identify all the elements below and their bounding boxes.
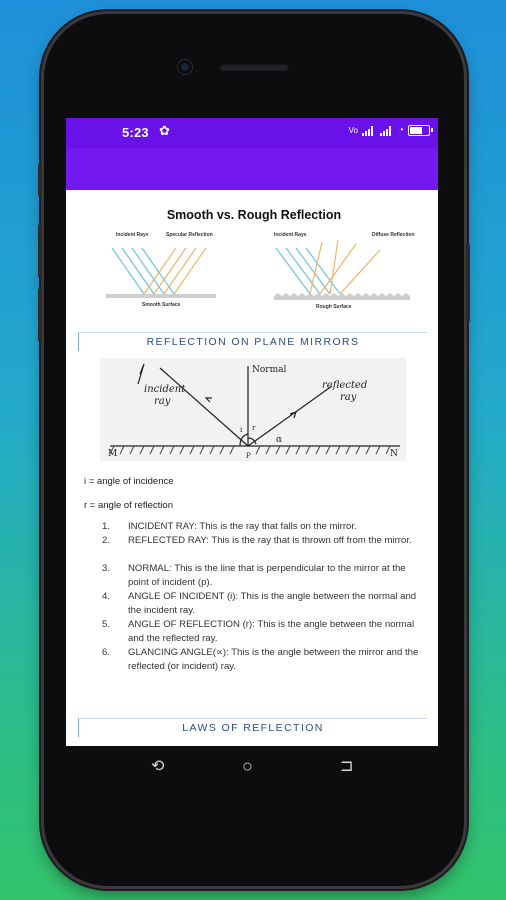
- status-bar: [66, 118, 438, 148]
- list-item-number: 2.: [102, 535, 111, 546]
- rough-incident-rays: [276, 248, 340, 294]
- sketch-incident-label: incident ray: [144, 384, 186, 407]
- list-item-text: ANGLE OF INCIDENT (i): This is the angle between the normal and the incident ray.: [128, 591, 417, 616]
- navigation-bar: [66, 748, 438, 784]
- section-heading-laws: LAWS OF REFLECTION: [78, 718, 427, 737]
- list-item: [102, 590, 428, 618]
- home-icon[interactable]: ○: [242, 756, 253, 776]
- list-item-number: 5.: [102, 619, 111, 630]
- app-bar: [66, 148, 438, 190]
- rough-surface-label: Rough Surface: [316, 304, 352, 310]
- left-incident-label: Incident Rays: [116, 232, 149, 238]
- sketch-reflected-label: reflected ray: [322, 380, 368, 403]
- rough-surface: [274, 293, 410, 300]
- smooth-reflected-rays: [144, 248, 206, 294]
- smooth-surface-label: Smooth Surface: [142, 302, 181, 308]
- right-incident-label: Incident Rays: [274, 232, 307, 238]
- list-item-text: INCIDENT RAY: This is the ray that falls on the mirror.: [128, 521, 357, 532]
- screen: [66, 118, 438, 746]
- list-item-text: REFLECTED RAY: This is the ray that is thrown off from the mirror.: [128, 535, 412, 546]
- plane-mirror-diagram: [100, 358, 406, 461]
- volume-up-button: [38, 224, 42, 278]
- definition-i: i = angle of incidence: [84, 476, 174, 487]
- sketch-r-label: r: [252, 424, 256, 432]
- list-item: [102, 562, 428, 590]
- definitions-list: [102, 520, 428, 674]
- section-heading-plane-mirrors: REFLECTION ON PLANE MIRRORS: [78, 332, 427, 351]
- status-time: 5:23: [122, 125, 149, 140]
- list-item-text: NORMAL: This is the line that is perpendicular to the mirror at the point of incident (p).: [128, 563, 406, 588]
- smooth-incident-rays: [112, 248, 174, 294]
- recent-apps-icon[interactable]: ⟲: [151, 758, 165, 775]
- volte-label: Vo: [348, 126, 358, 135]
- wifi-icon: ◔: [397, 125, 404, 136]
- content-area[interactable]: [66, 190, 438, 746]
- reflection-figure: [84, 198, 424, 318]
- list-item-number: 6.: [102, 647, 111, 658]
- sketch-i-label: i: [240, 426, 243, 434]
- mute-switch: [38, 164, 42, 196]
- sketch-m-label: M: [108, 449, 118, 459]
- plane-mirror-sketch: [100, 358, 406, 461]
- status-icons: [349, 125, 430, 136]
- front-camera: [178, 60, 192, 74]
- list-item-text: ANGLE OF REFLECTION (r): This is the angle between the normal and the reflected ray.: [128, 619, 415, 644]
- list-item-text: GLANCING ANGLE(∝): This is the angle between the mirror and the reflected (or incident) ray.: [128, 647, 419, 672]
- sketch-normal-label: Normal: [252, 365, 287, 375]
- sketch-alpha-label: α: [276, 435, 283, 445]
- gear-icon: ✿: [159, 123, 170, 138]
- smooth-surface: [106, 294, 216, 298]
- sketch-n-label: N: [390, 449, 398, 459]
- list-item-number: 4.: [102, 591, 111, 602]
- earpiece-speaker: [219, 63, 289, 71]
- list-item-number: 3.: [102, 563, 111, 574]
- list-item: [102, 646, 428, 674]
- list-item: [102, 520, 428, 534]
- signal-icon: [362, 126, 376, 136]
- back-icon[interactable]: ⊐: [340, 758, 354, 775]
- sketch-p-label: P: [246, 452, 251, 460]
- reflection-diagram: [84, 198, 424, 318]
- figure-title: Smooth vs. Rough Reflection: [166, 208, 342, 222]
- signal-2-icon: [380, 126, 394, 136]
- list-item: [102, 534, 428, 562]
- definition-r: r = angle of reflection: [84, 500, 173, 511]
- list-item-number: 1.: [102, 521, 111, 532]
- volume-down-button: [38, 288, 42, 342]
- right-reflect-label: Diffuse Reflection: [372, 232, 415, 238]
- left-reflect-label: Specular Reflection: [166, 232, 213, 238]
- battery-icon: [408, 125, 430, 136]
- list-item: [102, 618, 428, 646]
- power-button: [466, 244, 470, 322]
